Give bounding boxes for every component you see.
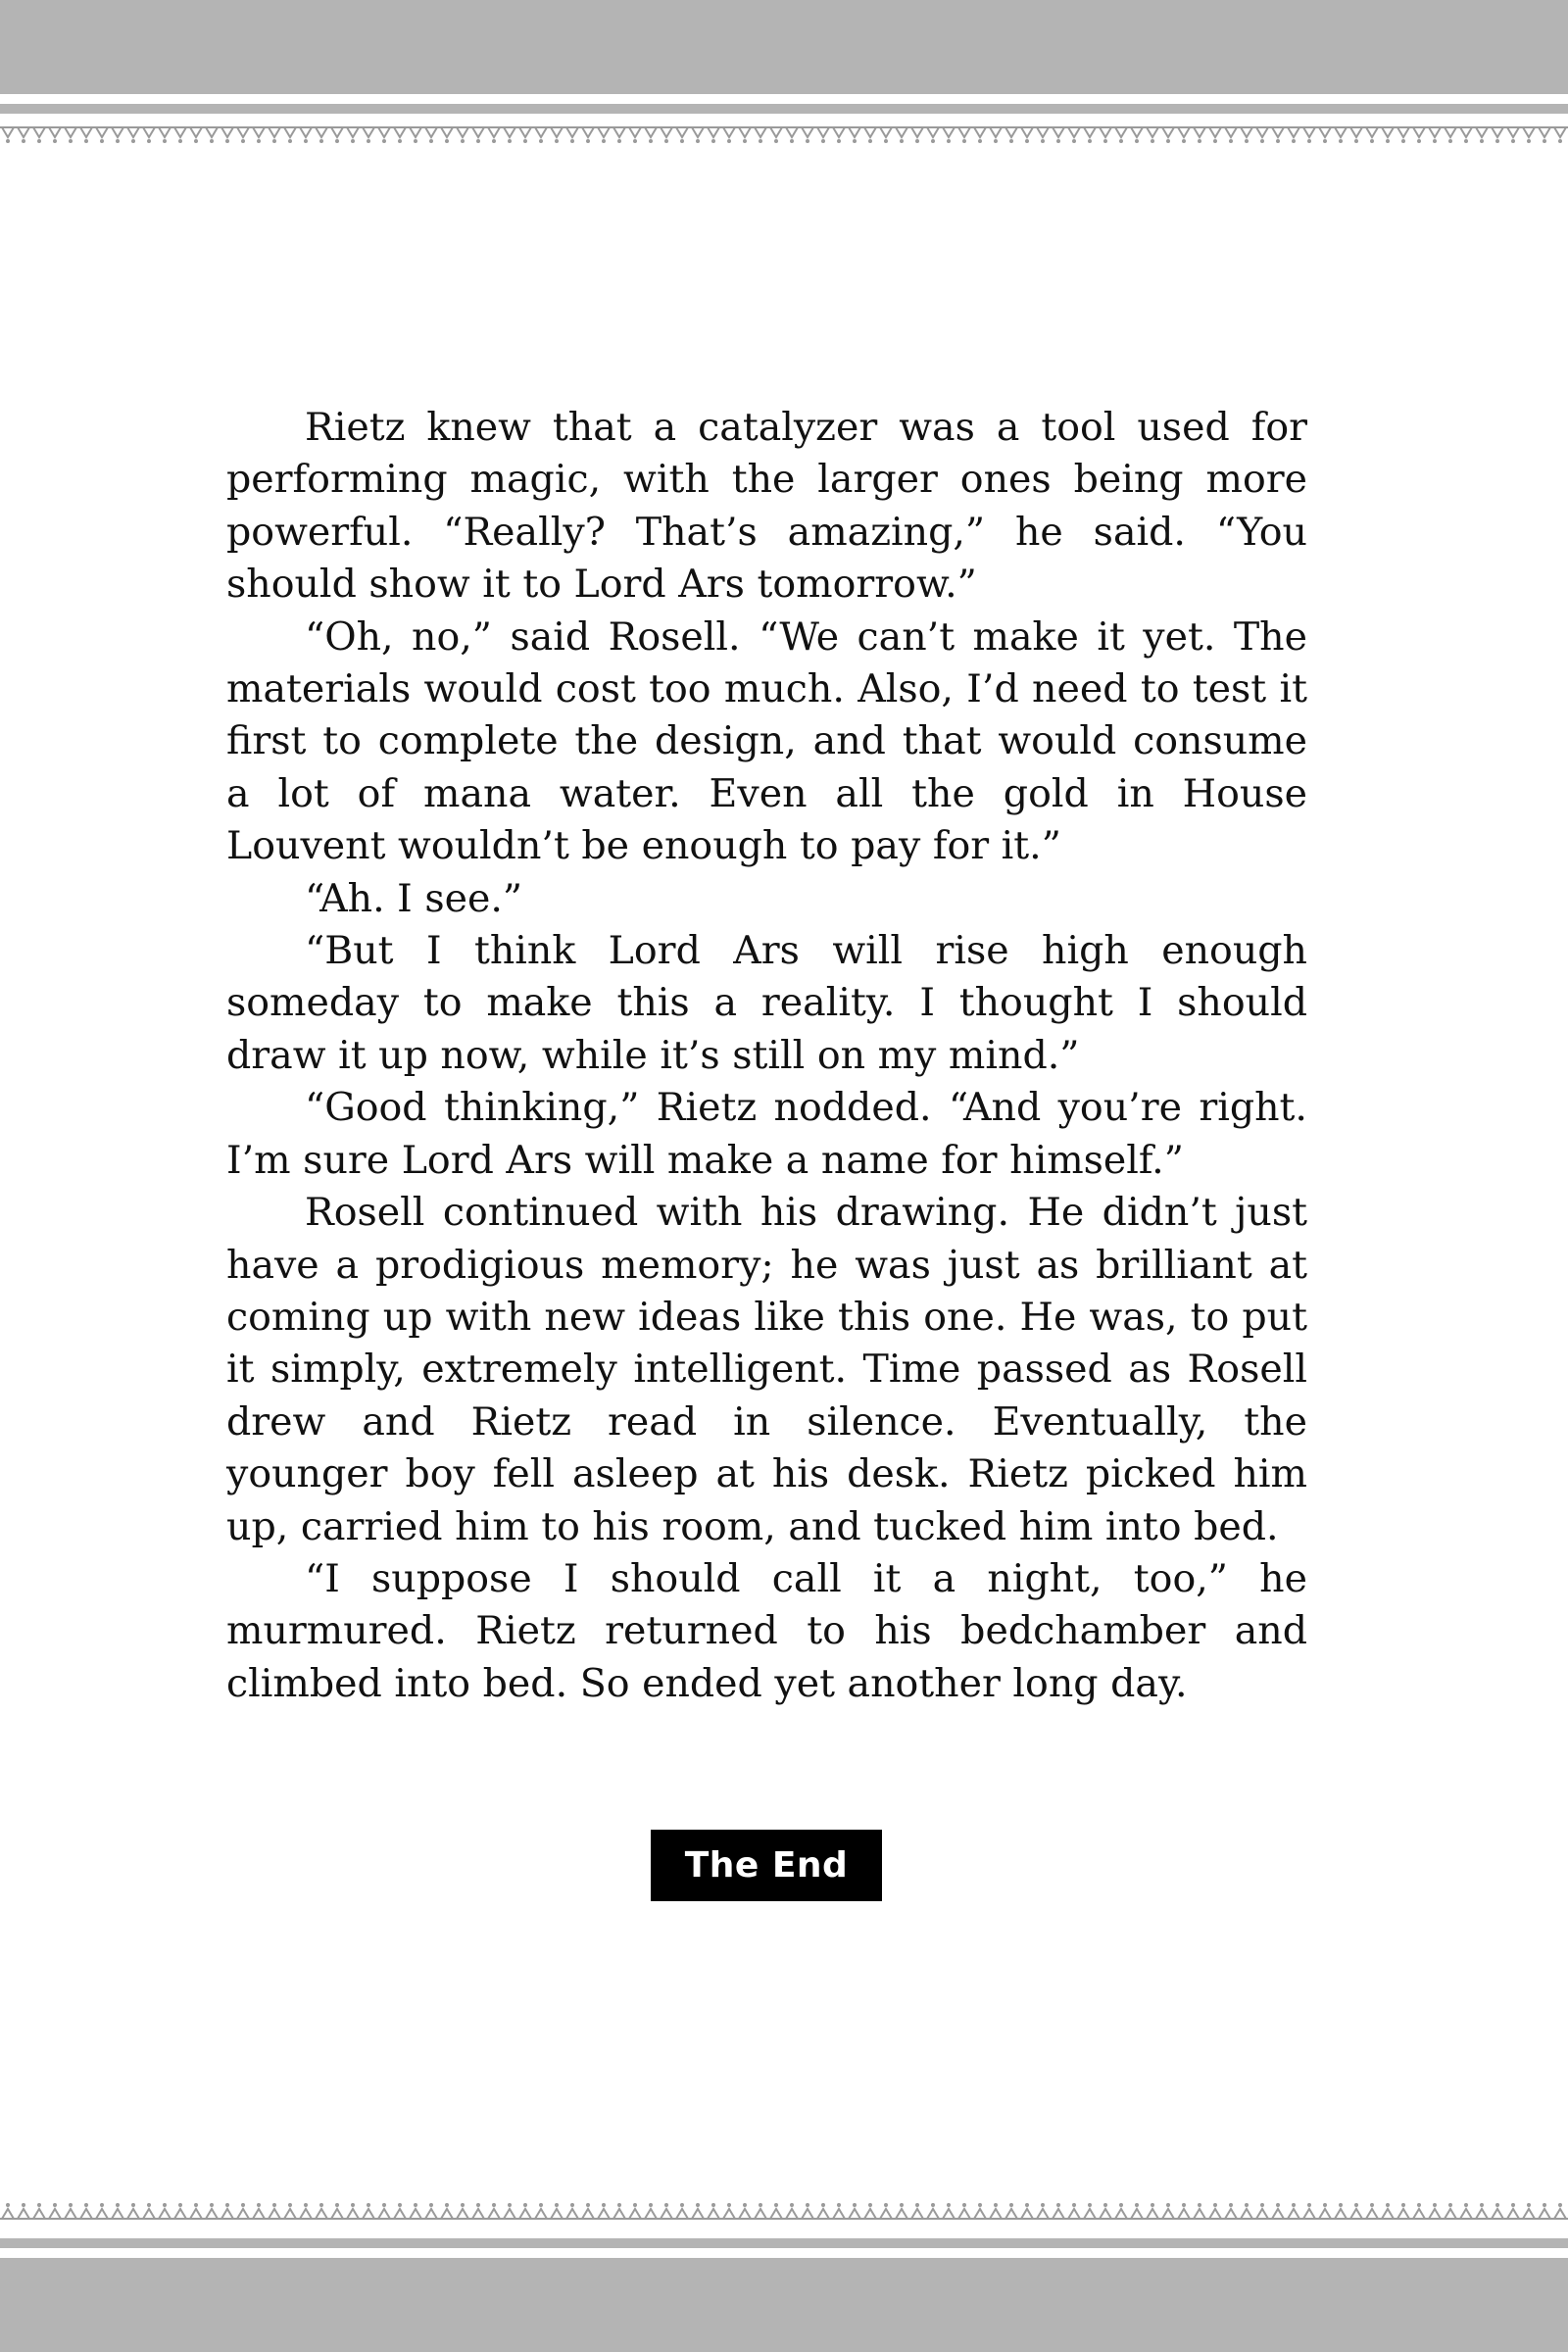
bottom-thin-rule [0,2238,1568,2248]
paragraph: “Oh, no,” said Rosell. “We can’t make it yet. The materials would cost too much. Also, I’d need to test it first to complete the design, and that would consume a lot of mana water. Even all the gold in House Louvent wouldn’t be enough to pay for it.” [226,613,1307,869]
bottom-ornament-border [0,2197,1568,2230]
paragraph: Rosell continued with his drawing. He didn’t just have a prodigious memory; he was just as brilliant at coming up with new ideas like this one. He was, to put it simply, extremely intelligent. Time passed as Rosell drew and Rietz read in silence. Eventually, the younger boy fell asleep at his desk. Rietz picked him up, carried him to his room, and tucked him into bed. [226,1190,1307,1549]
the-end-label: The End [651,1830,882,1901]
body-text [226,402,1307,1710]
paragraph: “Ah. I see.” [305,875,523,921]
top-thin-rule [0,104,1568,114]
bottom-gray-band [0,2258,1568,2352]
top-gray-band [0,0,1568,94]
top-ornament-border [0,116,1568,149]
paragraph: “Good thinking,” Rietz nodded. “And you’re right. I’m sure Lord Ars will make a name for himself.” [226,1085,1307,1183]
paragraph: “But I think Lord Ars will rise high enough someday to make this a reality. I thought I should draw it up now, while it’s still on my mind.” [226,928,1307,1078]
paragraph: “I suppose I should call it a night, too,” he murmured. Rietz returned to his bedchamber and climbed into bed. So ended yet another long day. [226,1555,1307,1706]
paragraph: Rietz knew that a catalyzer was a tool used for performing magic, with the larger ones being more powerful. “Really? That’s amazing,” he said. “You should show it to Lord Ars tomorrow.” [226,405,1307,608]
